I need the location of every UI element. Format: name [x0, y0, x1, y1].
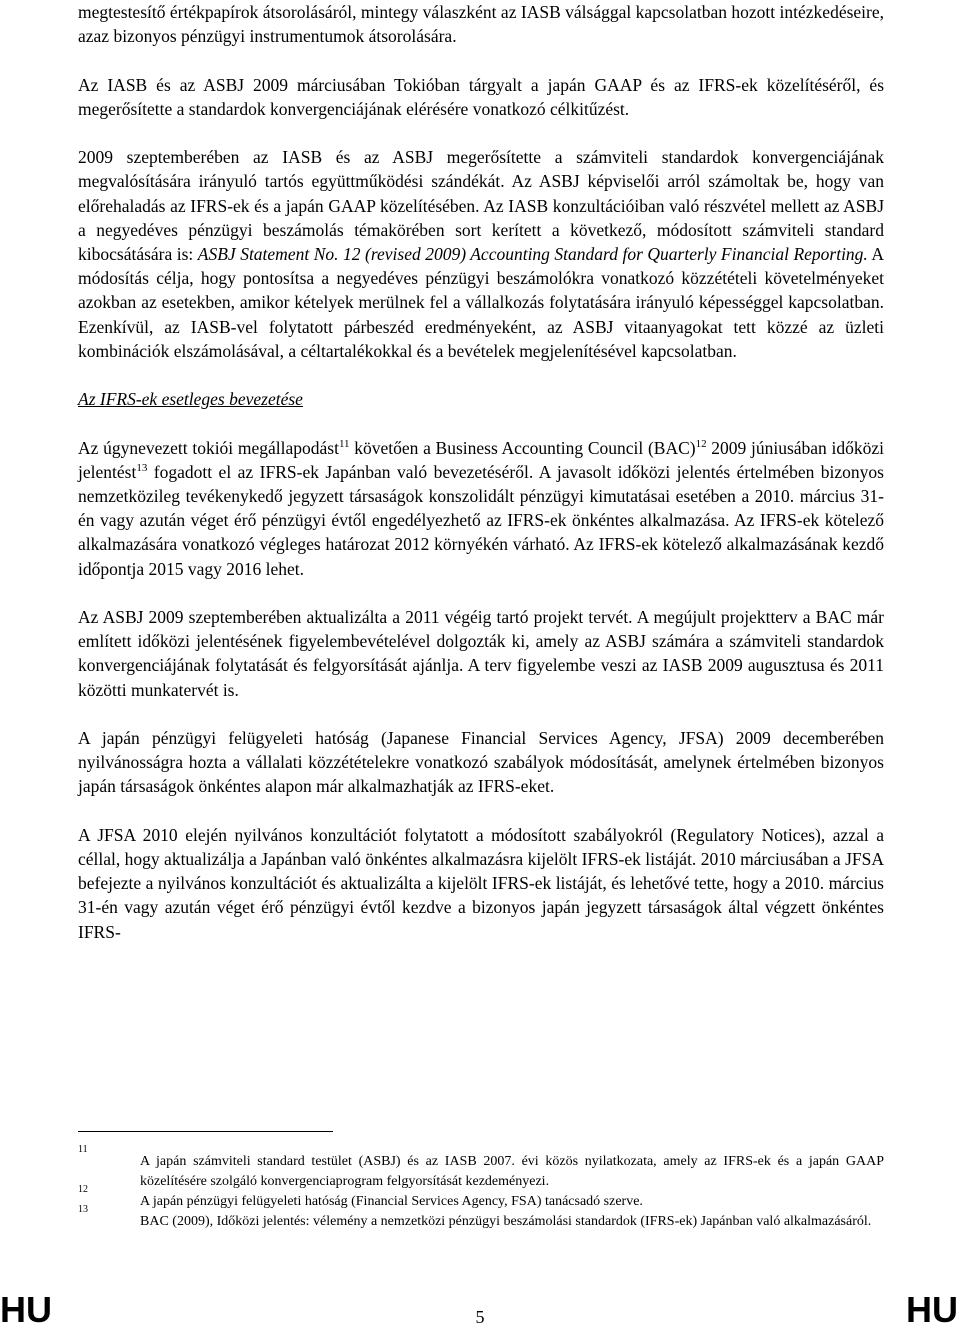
footnotes — [78, 1144, 884, 1232]
paragraph-continued: megtestesítő értékpapírok átsorolásáról, mintegy válaszként az IASB válsággal kapcsolatban hozott intézkedéseire, azaz bizonyos pénzügyi instrumentumok átsorolására. — [78, 2, 884, 47]
paragraph-text: fogadott el az IFRS-ek Japánban való bevezetéséről. A javasolt időközi jelentés értelmében bizonyos nemzetközileg tevékenykedő jegyzett társaságok konszolidált pénzügyi kimutatásai esetében a 2010. március 31-én vagy azután véget érő pénzügyi évtől engedélyezhető az IFRS-ek önkéntes alkalmazása. Az IFRS-ek kötelező alkalmazására vonatkozó végleges határozat 2012 környékén várható. Az IFRS-ek kötelező alkalmazásának kezdő időpontja 2015 vagy 2016 lehet. — [78, 461, 884, 579]
footnote-11 — [78, 1144, 884, 1192]
footnote-ref-11[interactable]: 11 — [338, 437, 350, 450]
footnote-text: A japán pénzügyi felügyeleti hatóság (Financial Services Agency, FSA) tanácsadó szerve. — [140, 1194, 643, 1209]
section-heading: Az IFRS-ek esetleges bevezetése — [78, 389, 303, 410]
paragraph-jfsa-december: A japán pénzügyi felügyeleti hatóság (Japanese Financial Services Agency, JFSA) 2009 decemberében nyilvánosságra hozta a vállalati közzétételekre vonatkozó szabályok módosítását, amelynek értelmében bizonyos japán társaságok önkéntes alapon már alkalmazhatják az IFRS-eket. — [78, 728, 884, 797]
footnote-number: 13 — [78, 1204, 88, 1215]
language-code-left: HU — [0, 1289, 52, 1330]
paragraph-text: 2009 szeptemberében az IASB és az ASBJ megerősítette a számviteli standardok konvergenciájának megvalósítására irányuló tartós együttműködési szándékát. Az ASBJ képviselői arról számoltak be, hogy van előrehaladás az IFRS-ek és a japán GAAP közelítésében. Az IASB konzultációiban való részvétel mellett az ASBJ a negyedéves pénzügyi beszámolás témakörében sort kerített a következő, módosított számviteli standard kibocsátására is: — [78, 147, 884, 264]
paragraph-tokyo-agreement — [78, 436, 884, 581]
footnote-12 — [78, 1184, 884, 1212]
body-text — [78, 0, 884, 968]
paragraph-project-plan: Az ASBJ 2009 szeptemberében aktualizálta a 2011 végéig tartó projekt tervét. A megújult projektterv a BAC már említett időközi jelentésének figyelembevételével dolgozták ki, amely az ASBJ számára a számviteli standardok konvergenciájának folytatását és felgyorsítását ajánlja. A terv figyelembe veszi az IASB 2009 augusztusa és 2011 közötti munkatervét is. — [78, 607, 884, 700]
footnote-separator — [78, 1131, 333, 1132]
paragraph-text: A módosítás célja, hogy pontosítsa a negyedéves pénzügyi beszámolókra vonatkozó közzétételi követelményeket azokban az esetekben, amikor kételyek merülnek fel a vállalkozás folytatására irányuló képességgel kapcsolatban. Ezenkívül, az IASB-vel folytatott párbeszéd eredményeként, az ASBJ vitaanyagokat tett közzé az üzleti kombinációk elszámolásával, a céltartalékokkal és a bevételek megjelenítésével kapcsolatban. — [78, 244, 884, 361]
paragraph-jfsa-consultation: A JFSA 2010 elején nyilvános konzultációt folytatott a módosított szabályokról (Regulatory Notices), azzal a céllal, hogy aktualizálja a Japánban való önkéntes alkalmazásra kijelölt IFRS-ek listáját. 2010 márciusában a JFSA befejezte a nyilvános konzultációt és aktualizálta a kijelölt IFRS-ek listáját, és lehetővé tette, hogy a 2010. március 31-én vagy azután véget érő pénzügyi évtől kezdve a bizonyos japán jegyzett társaságok által végzett önkéntes IFRS- — [78, 824, 884, 942]
footnote-number: 11 — [78, 1144, 88, 1155]
footnote-text: BAC (2009), Időközi jelentés: vélemény a nemzetközi pénzügyi beszámolási standardok (IFRS-ek) Japánban való alkalmazásáról. — [140, 1214, 872, 1229]
footnote-13 — [78, 1204, 884, 1232]
footnote-text: A japán számviteli standard testület (ASBJ) és az IASB 2007. évi közös nyilatkozata, amely az IFRS-ek és a japán GAAP közelítésére szolgáló konvergenciaprogram felgyorsítását kezdeményezi. — [140, 1154, 884, 1189]
paragraph-text: Az úgynevezett tokiói megállapodást — [78, 437, 339, 458]
paragraph-text: követően a Business Accounting Council (BAC) — [349, 437, 696, 458]
paragraph-tokyo-meeting: Az IASB és az ASBJ 2009 márciusában Tokióban tárgyalt a japán GAAP és az IFRS-ek közelítéséről, és megerősítette a standardok konvergenciájának elérésére vonatkozó célkitűzést. — [78, 74, 884, 119]
footnote-ref-12[interactable]: 12 — [695, 437, 707, 450]
paragraph-september-2009 — [78, 145, 884, 363]
language-code-right: HU — [906, 1289, 958, 1330]
footnote-ref-13[interactable]: 13 — [136, 461, 148, 474]
page-number: 5 — [475, 1307, 485, 1327]
paragraph-text: 2009 júniusában időközi jelentést — [78, 437, 884, 482]
footnote-number: 12 — [78, 1184, 88, 1195]
standard-title: ASBJ Statement No. 12 (revised 2009) Accounting Standard for Quarterly Financial Reporting. — [197, 244, 868, 264]
